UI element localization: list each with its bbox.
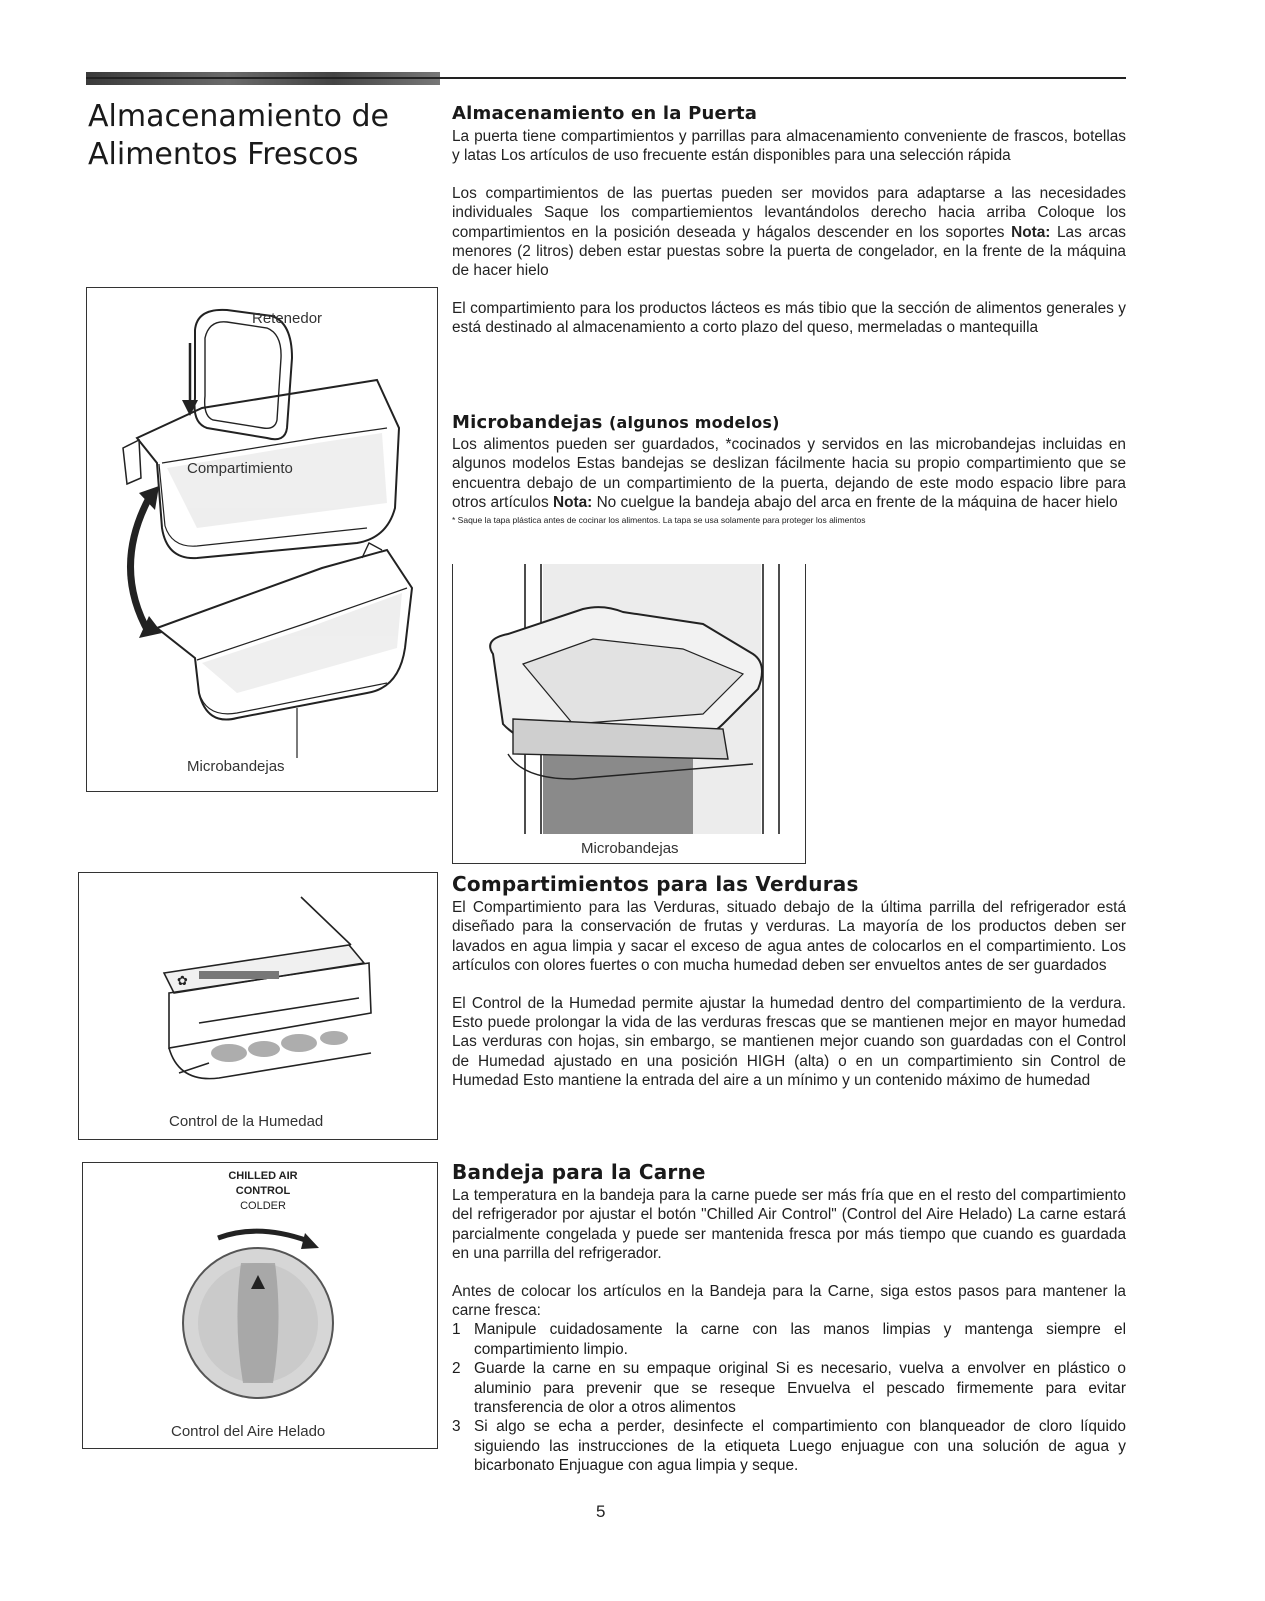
- page-title-line1: Almacenamiento de: [88, 99, 389, 134]
- meat-step: 1 Manipule cuidadosamente la carne con las manos limpias y mantenga siempre el compartimiento limpio.: [452, 1321, 1126, 1358]
- meat-step: 3 Si algo se echa a perder, desinfecte el compartimiento con blanqueador de cloro líquido siguiendo las instrucciones de la etiqueta Luego enjuague con una solución de agua y bicarbonato Enjuague con agua limpia y seque.: [452, 1418, 1126, 1475]
- micro-p1: Los alimentos pueden ser guardados, *cocinados y servidos en las microbandejas incluidas en algunos modelos Estas bandejas se deslizan fácilmente hacia su propio compartimiento que se encuentra debajo de un compartimiento de la puerta, dejando de este modo espacio libre para otros artículos Nota: No cuelgue la bandeja abajo del arca en frente de la máquina de hacer hielo: [452, 436, 1126, 512]
- retainer-label: Retenedor: [252, 310, 323, 327]
- micro-trays-figure: [452, 564, 806, 864]
- page-title: [88, 98, 428, 174]
- veg-p1: El Compartimiento para las Verduras, situado debajo de la última parrilla del refrigerador está diseñado para la conservación de frutas y verduras. La mayoría de los productos deben ser lavados en agua limpia y sacar el exceso de agua antes de colocarlos en el compartimiento. Los artículos con olores fuertes o con mucha humedad deben ser envueltos antes de ser guardados: [452, 899, 1126, 975]
- meat-steps: [452, 1320, 1126, 1475]
- chilled-air-caption: Control del Aire Helado: [171, 1423, 326, 1440]
- svg-text:✿: ✿: [177, 974, 188, 989]
- door-storage-section: [452, 103, 1126, 338]
- door-storage-p3: El compartimiento para los productos lácteos es más tibio que la sección de alimentos generales y está destinado al almacenamiento a corto plazo del queso, mermeladas o mantequilla: [452, 299, 1126, 337]
- bin-label: Compartimiento: [187, 460, 293, 477]
- meat-section: [452, 1160, 1126, 1476]
- micro-trays-caption: Microbandejas: [581, 840, 679, 857]
- meat-p2: Antes de colocar los artículos en la Bandeja para la Carne, siga estos pasos para mantener la carne fresca:: [452, 1282, 1126, 1320]
- page-title-line2: Alimentos Frescos: [88, 137, 359, 172]
- veg-heading: Compartimientos para las Verduras: [452, 872, 859, 896]
- micro-heading: Microbandejas (algunos modelos): [452, 412, 780, 433]
- veg-p2: El Control de la Humedad permite ajustar la humedad dentro del compartimiento de la verdura. Esto puede prolongar la vida de las verduras frescas que se mantienen mejor en mayor humedad Las verduras con hojas, sin embargo, se mantienen mejor cuando son guardadas con el Control de Humedad ajustado en una posición HIGH (alta) o en un compartimiento sin Control de Humedad Esto mantiene la entrada del aire a un mínimo y un contenido máximo de humedad: [452, 994, 1126, 1090]
- door-bins-figure: [86, 287, 438, 792]
- door-storage-p1: La puerta tiene compartimientos y parrillas para almacenamiento conveniente de frascos, botellas y latas Los artículos de uso frecuente están disponibles para una selección rápida: [452, 128, 1126, 165]
- door-bins-illustration: [87, 288, 439, 793]
- micro-trays-illustration: [453, 564, 807, 864]
- door-storage-p2: Los compartimientos de las puertas pueden ser movidos para adaptarse a las necesidades individuales Saque los compartiemientos levantándolos derecho hacia arriba Coloque los compartimientos en la posición deseada y hágalos descender en los soportes Nota: Las arcas menores (2 litros) deben estar puestas sobre la puerta de congelador, en la frente de la máquina de hacer hielo: [452, 184, 1127, 280]
- humidity-figure: [78, 872, 438, 1140]
- meat-step: 2 Guarde la carne en su empaque original Si es necesario, vuelva a envolver en plástico o aluminio para prevenir que se reseque Envuelva el pescado firmemente para evitar transferencia de olor a otros alimentos: [452, 1360, 1126, 1417]
- door-storage-heading: Almacenamiento en la Puerta: [452, 103, 758, 124]
- meat-heading: Bandeja para la Carne: [452, 1160, 706, 1184]
- humidity-illustration: [79, 873, 439, 1141]
- header-rule-line: [86, 77, 1126, 79]
- micro-section: [452, 412, 1126, 525]
- door-bins-caption: Microbandejas: [187, 758, 285, 775]
- micro-footnote: * Saque la tapa plástica antes de cocinar los alimentos. La tapa se usa solamente para proteger los alimentos: [452, 514, 866, 525]
- meat-p1: La temperatura en la bandeja para la carne puede ser más fría que en el resto del compartimiento del refrigerador por ajustar el botón "Chilled Air Control" (Control del Aire Helado) La carne estará parcialmente congelada y puede ser mantenida fresca por más tiempo que cuando es guardada en una parrilla del refrigerador.: [452, 1187, 1126, 1263]
- dial-label: CHILLED AIR CONTROL COLDER: [228, 1170, 298, 1212]
- humidity-caption: Control de la Humedad: [169, 1113, 324, 1130]
- veg-section: [452, 872, 1126, 1091]
- page-number: 5: [596, 1502, 606, 1521]
- chilled-air-figure: [82, 1162, 438, 1449]
